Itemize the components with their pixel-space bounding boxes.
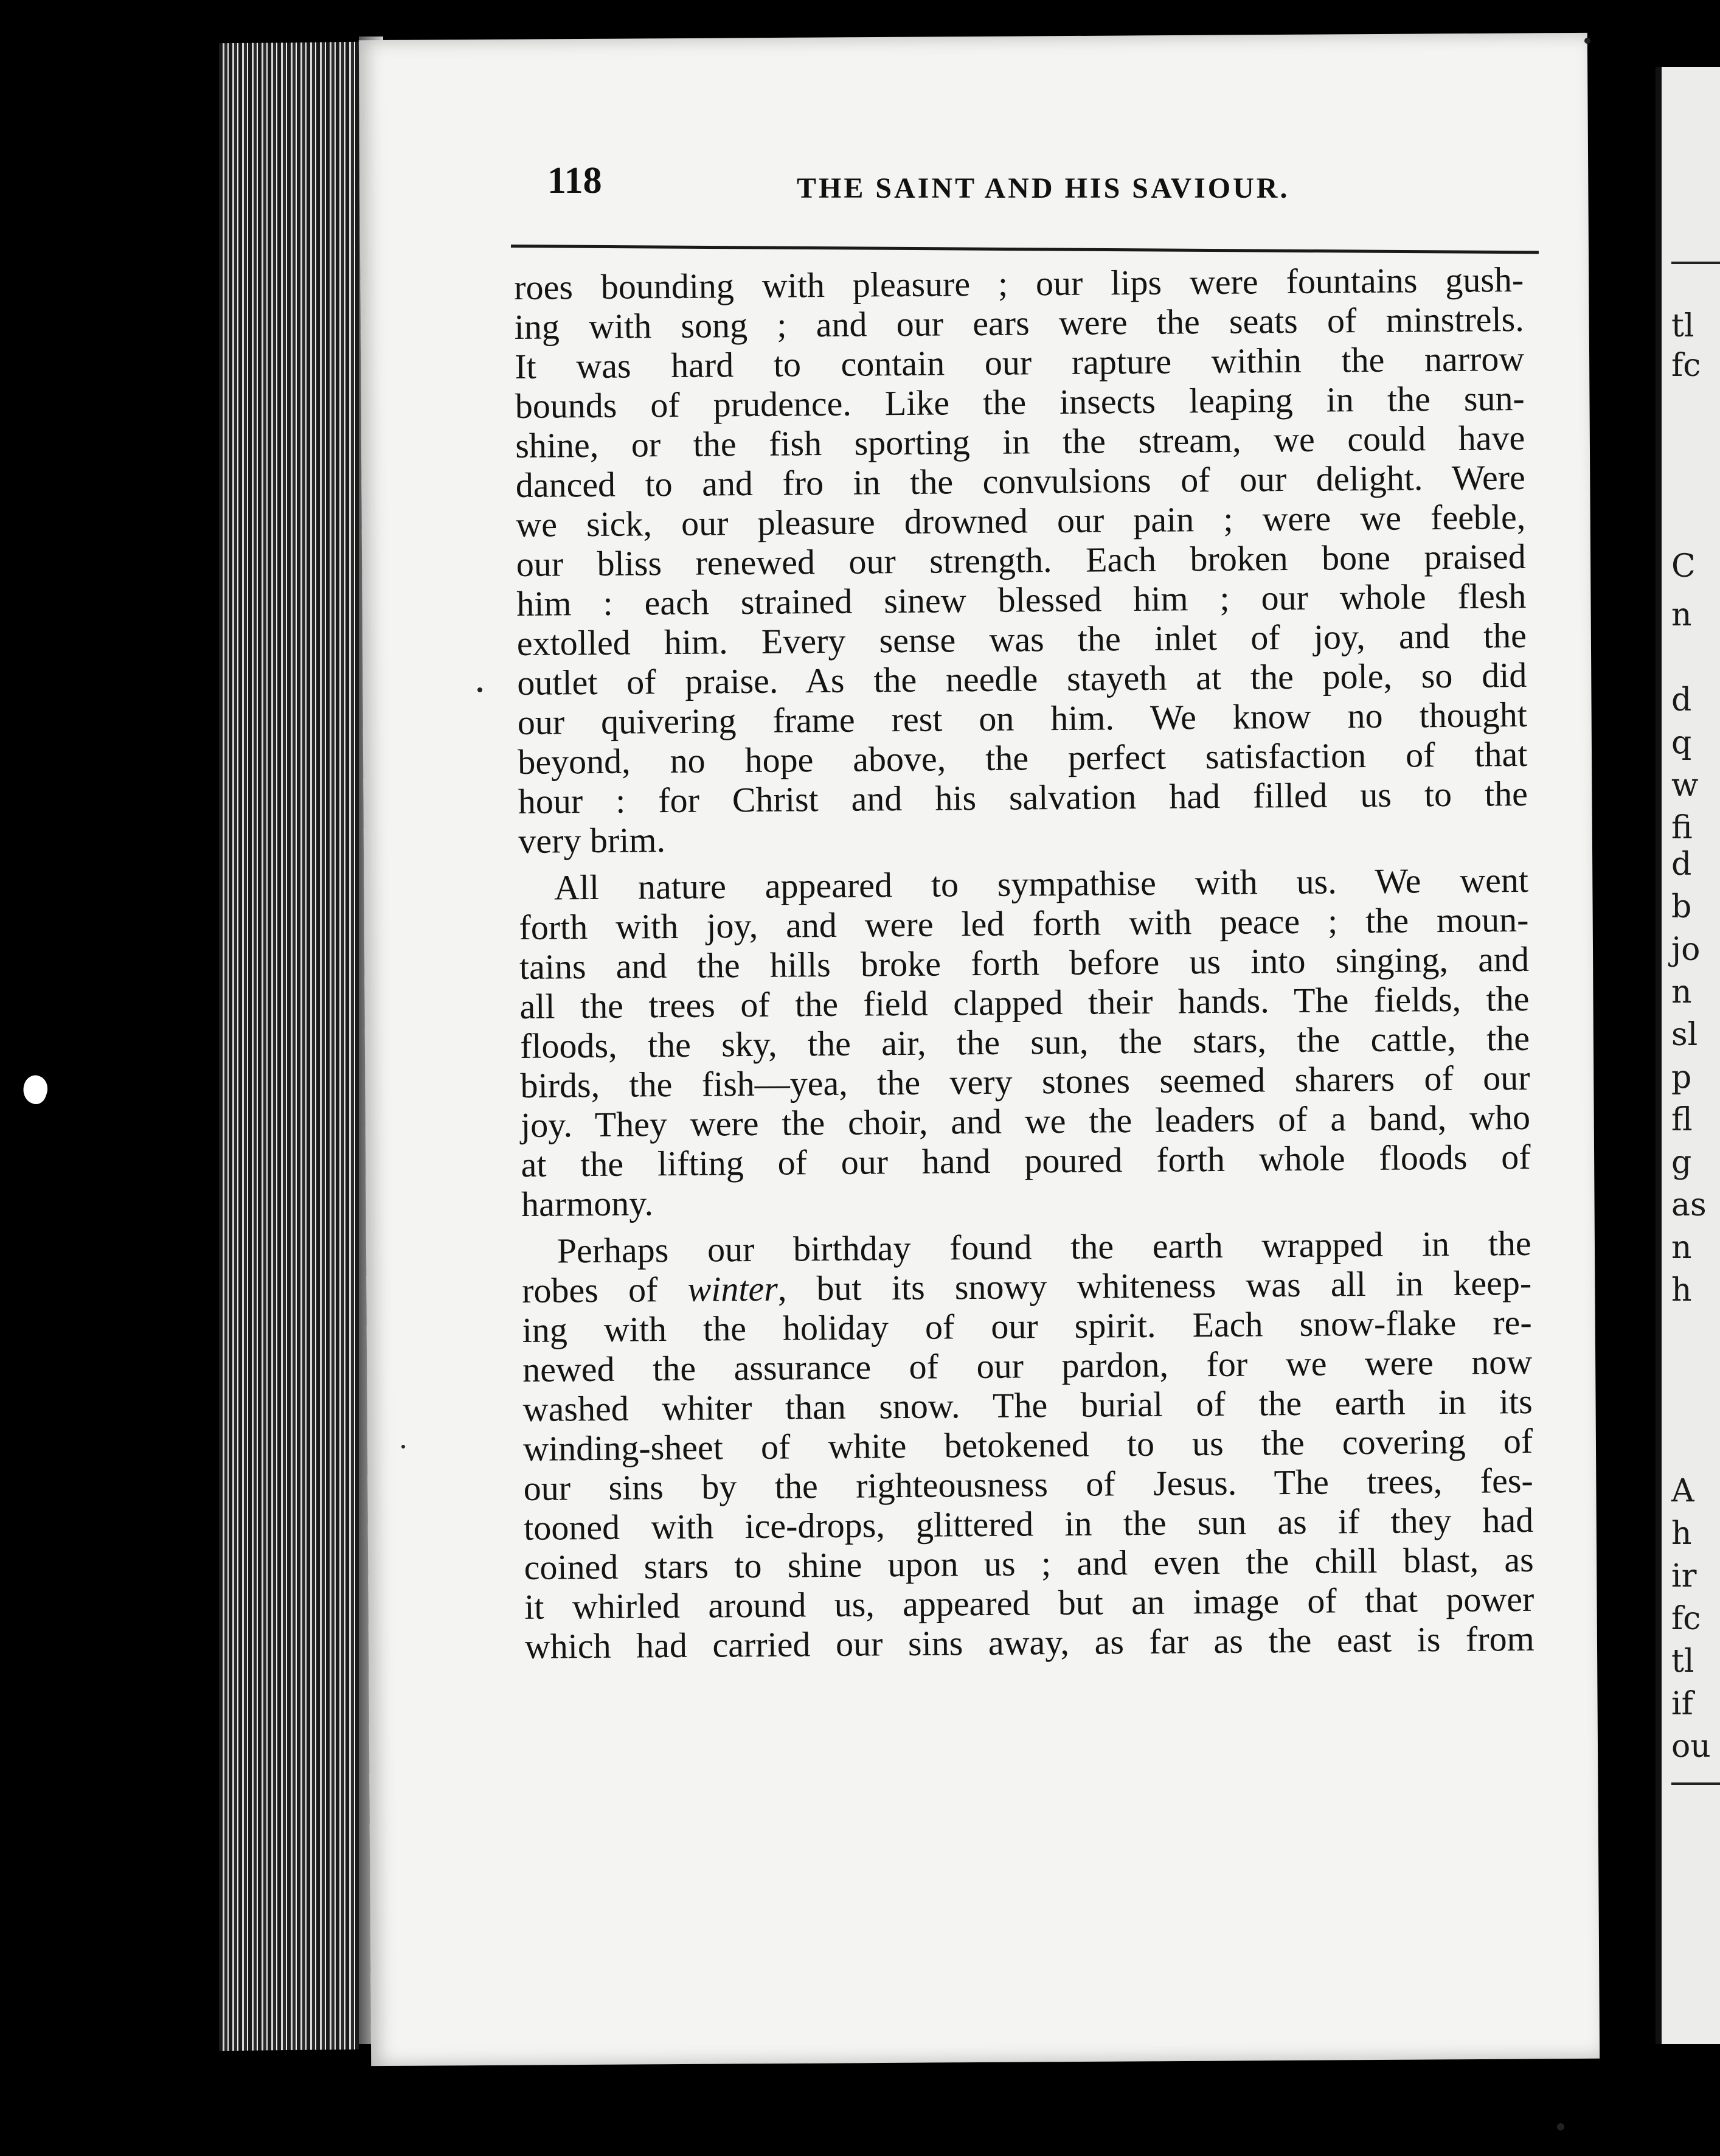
text-line: which had carried our sins away, as far as the east is from	[524, 1618, 1535, 1666]
text-line: it whirled around us, appeared but an image of that power	[524, 1579, 1534, 1627]
running-title: THE SAINT AND HIS SAVIOUR.	[797, 172, 1290, 204]
text-line: ing with song ; and our ears were the seats of minstrels.	[514, 299, 1524, 347]
facing-page-fragment: fc	[1671, 1601, 1701, 1637]
text-line: extolled him. Every sense was the inlet of joy, and the	[516, 615, 1527, 663]
text-line: Perhaps our birthday found the earth wrapped in the	[557, 1223, 1531, 1271]
stacked-page-edges	[219, 42, 359, 2051]
text-run: robes of	[521, 1269, 688, 1310]
facing-page-fragment: b	[1671, 889, 1692, 925]
facing-page-fragment: g	[1671, 1144, 1692, 1181]
facing-page-fragment: d	[1671, 682, 1692, 718]
facing-page-fragment: tl	[1671, 1643, 1694, 1680]
text-line: outlet of praise. As the needle stayeth at the pole, so did	[517, 655, 1527, 703]
text-run: , but its snowy whiteness was all in keep-	[777, 1262, 1532, 1309]
body-text	[514, 260, 1534, 1666]
facing-page-rule	[1671, 262, 1720, 264]
text-line: forth with joy, and were led forth with peace ; the moun-	[519, 899, 1529, 947]
facing-page-rule	[1671, 1782, 1720, 1785]
text-line: winding-sheet of white betokened to us the covering of	[522, 1421, 1533, 1469]
facing-page-fragment: d	[1671, 846, 1692, 883]
text-line: our quivering frame rest on him. We know no thought	[517, 694, 1528, 742]
text-line: coined stars to shine upon us ; and even the chill blast, as	[524, 1539, 1534, 1587]
text-line: hour : for Christ and his salvation had filled us to the	[518, 773, 1528, 821]
text-line: roes bounding with pleasure ; our lips were fountains gush-	[514, 259, 1524, 307]
text-line: All nature appeared to sympathise with us. We went	[553, 860, 1529, 908]
scan-speck	[477, 687, 482, 692]
facing-page-fragment: ir	[1671, 1558, 1697, 1594]
facing-page-fragment: n	[1671, 597, 1692, 633]
facing-page-fragment: fi	[1671, 810, 1693, 846]
facing-page-fragment: A	[1671, 1473, 1694, 1509]
paragraph-winter	[521, 1223, 1534, 1666]
text-line: tooned with ice-drops, glittered in the sun as if they had	[524, 1500, 1534, 1548]
text-line: bounds of prudence. Like the insects leaping in the sun-	[515, 378, 1525, 426]
text-line: very brim.	[518, 820, 666, 861]
running-head	[547, 159, 1527, 214]
text-line: him : each strained sinew blessed him ; our whole flesh	[516, 576, 1527, 624]
facing-page-fragment: h	[1671, 1515, 1692, 1552]
text-line: we sick, our pleasure drowned our pain ; were we feeble,	[516, 496, 1526, 544]
facing-page-fragment: if	[1671, 1686, 1693, 1722]
text-line: harmony.	[521, 1183, 654, 1224]
facing-page-fragment: n	[1671, 974, 1692, 1010]
text-line: at the lifting of our hand poured forth whole floods of	[521, 1136, 1531, 1184]
facing-page-fragment: fc	[1671, 347, 1701, 384]
facing-page-fragment: sl	[1671, 1017, 1698, 1053]
facing-page-fragment: fl	[1671, 1102, 1693, 1138]
facing-page-fragment: n	[1671, 1229, 1692, 1266]
scan-speck	[1584, 38, 1590, 44]
facing-page-fragment: h	[1671, 1272, 1692, 1309]
facing-page-fragment: ou	[1671, 1728, 1711, 1765]
paragraph-nature	[519, 860, 1531, 1224]
facing-page-fragment: jo	[1671, 931, 1701, 968]
text-line: all the trees of the field clapped their hands. The fields, the	[519, 978, 1530, 1026]
text-line: shine, or the fish sporting in the stream, we could have	[515, 417, 1525, 465]
facing-page-fragment: p	[1671, 1059, 1692, 1096]
text-line: ing with the holiday of our spirit. Each snow-flake re-	[522, 1302, 1532, 1350]
italic-word: winter	[687, 1268, 779, 1309]
text-line: It was hard to contain our rapture within the narrow	[515, 338, 1525, 386]
facing-page-fragment: q	[1671, 725, 1692, 761]
text-line: tains and the hills broke forth before us into singing, and	[519, 939, 1530, 987]
facing-page-fragment: tl	[1671, 308, 1694, 344]
text-line: floods, the sky, the air, the sun, the stars, the cattle, the	[519, 1018, 1530, 1066]
text-line: joy. They were the choir, and we the leaders of a band, who	[520, 1097, 1531, 1145]
text-line: our bliss renewed our strength. Each broken bone praised	[516, 536, 1527, 584]
text-line: newed the assurance of our pardon, for we were now	[522, 1341, 1533, 1389]
text-line: our sins by the righteousness of Jesus. The trees, fes-	[523, 1460, 1533, 1508]
facing-page-fragment: C	[1671, 548, 1696, 585]
facing-page-fragment: w	[1671, 767, 1699, 804]
scan-speck	[401, 1445, 405, 1448]
text-line: washed whiter than snow. The burial of the earth in its	[522, 1381, 1533, 1429]
text-line: birds, the fish—yea, the very stones seemed sharers of our	[520, 1057, 1530, 1105]
facing-page-fragment: as	[1671, 1187, 1707, 1223]
page-number: 118	[547, 160, 602, 201]
text-line: beyond, no hope above, the perfect satisfaction of that	[518, 734, 1528, 782]
text-line: danced to and fro in the convulsions of our delight. Were	[515, 457, 1526, 505]
scan-speck	[1557, 2123, 1564, 2130]
scan-blot-mark	[19, 1073, 51, 1107]
paragraph-continuation	[514, 260, 1528, 861]
